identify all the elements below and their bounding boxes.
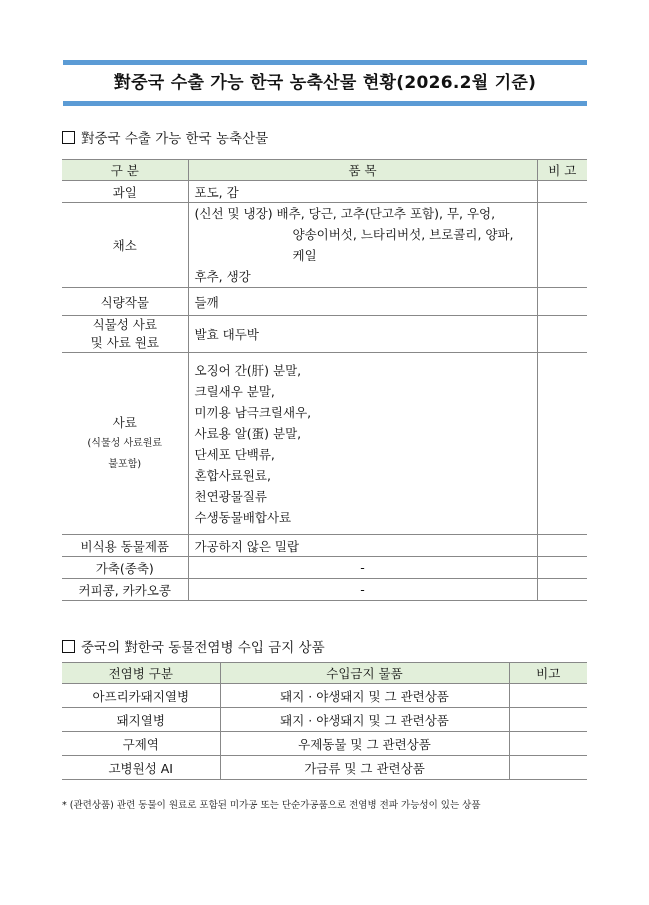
table-row (62, 288, 587, 316)
row-items (188, 353, 537, 535)
item-line: 사료용 알(蛋) 분말, (194, 425, 302, 441)
item-line: 단세포 단백류, (194, 446, 275, 462)
item-line: 후추, 생강 (194, 269, 251, 284)
item-line: 천연광물질류 (194, 488, 267, 504)
row-remarks (509, 756, 587, 780)
row-disease: 구제역 (62, 732, 220, 756)
table-row (62, 756, 587, 780)
row-category: 가축(종축) (62, 557, 188, 579)
row-category: 채소 (62, 203, 188, 288)
row-remarks (537, 579, 587, 601)
row-remarks (509, 708, 587, 732)
title-banner (63, 60, 587, 106)
category-sub-line: (식물성 사료원료 (87, 438, 163, 449)
row-disease: 고병원성 AI (62, 756, 220, 780)
item-line: 양송이버섯, 느타리버섯, 브로콜리, 양파, (292, 227, 514, 242)
category-line: 및 사료 원료 (90, 335, 159, 350)
section2-heading (62, 639, 325, 657)
row-items: 돼지 · 야생돼지 및 그 관련상품 (220, 708, 509, 732)
export-products-table (62, 159, 587, 601)
row-category (62, 353, 188, 535)
title-bottom-bar (63, 101, 587, 106)
table-row (62, 732, 587, 756)
row-items: - (188, 557, 537, 579)
row-remarks (537, 535, 587, 557)
row-remarks (537, 353, 587, 535)
row-category: 커피콩, 카카오콩 (62, 579, 188, 601)
row-remarks (509, 732, 587, 756)
row-category: 과일 (62, 181, 188, 203)
page-title: 對중국 수출 가능 한국 농축산물 현황(2026.2월 기준) (113, 73, 537, 93)
row-disease: 아프리카돼지열병 (62, 684, 220, 708)
row-items: 가금류 및 그 관련상품 (220, 756, 509, 780)
item-line: 혼합사료원료, (194, 467, 271, 483)
row-items: 돼지 · 야생돼지 및 그 관련상품 (220, 684, 509, 708)
table-row (62, 353, 587, 535)
checkbox-square-icon (62, 131, 75, 144)
row-disease: 돼지열병 (62, 708, 220, 732)
row-category: 식량작물 (62, 288, 188, 316)
row-items: 우제동물 및 그 관련상품 (220, 732, 509, 756)
header-category: 구 분 (62, 160, 188, 181)
item-line: (신선 및 냉장) 배추, 당근, 고추(단고추 포함), 무, 우엉, (194, 206, 496, 221)
row-category (62, 316, 188, 353)
table-row (62, 203, 587, 288)
row-items: 들깨 (188, 288, 537, 316)
category-sub-line: 불포함) (108, 459, 142, 470)
row-remarks (537, 203, 587, 288)
header-items: 품 목 (188, 160, 537, 181)
table-row (62, 535, 587, 557)
header-remarks: 비고 (509, 663, 587, 684)
row-category: 비식용 동물제품 (62, 535, 188, 557)
header-disease: 전염병 구분 (62, 663, 220, 684)
row-items (188, 203, 537, 288)
row-remarks (537, 557, 587, 579)
row-remarks (537, 316, 587, 353)
footnote: * (관련상품) 관련 동물이 원료로 포함된 미가공 또는 단순가공품으로 전염병 전파 가능성이 있는 상품 (62, 800, 481, 811)
row-remarks (509, 684, 587, 708)
header-items: 수입금지 물품 (220, 663, 509, 684)
section1-heading (62, 130, 268, 148)
import-ban-table (62, 662, 587, 780)
table-row (62, 557, 587, 579)
row-items: - (188, 579, 537, 601)
section2-heading-text: 중국의 對한국 동물전염병 수입 금지 상품 (81, 640, 325, 656)
row-items: 가공하지 않은 밀랍 (188, 535, 537, 557)
table-row (62, 684, 587, 708)
category-line: 사료 (112, 415, 137, 430)
category-line: 식물성 사료 (92, 317, 157, 332)
item-line: 수생동물배합사료 (194, 509, 292, 525)
checkbox-square-icon (62, 640, 75, 653)
row-remarks (537, 288, 587, 316)
row-remarks (537, 181, 587, 203)
item-line: 미끼용 남극크릴새우, (194, 404, 312, 420)
table-header-row (62, 663, 587, 684)
table-row (62, 181, 587, 203)
header-remarks: 비 고 (537, 160, 587, 181)
item-line: 크릴새우 분말, (194, 383, 275, 399)
table-row (62, 316, 587, 353)
row-items: 포도, 감 (188, 181, 537, 203)
row-items: 발효 대두박 (188, 316, 537, 353)
section1-heading-text: 對중국 수출 가능 한국 농축산물 (81, 131, 269, 147)
table-row (62, 579, 587, 601)
item-line: 케일 (292, 248, 317, 263)
table-header-row (62, 160, 587, 181)
item-line: 오징어 간(肝) 분말, (194, 362, 302, 378)
table-row (62, 708, 587, 732)
